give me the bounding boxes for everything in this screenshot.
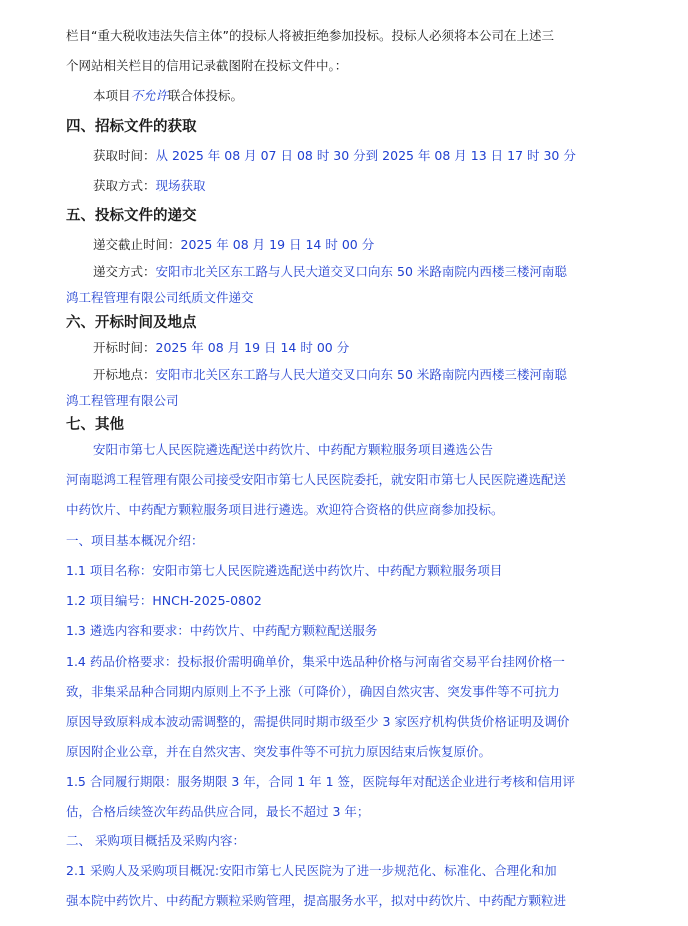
section-6-place — [93, 367, 567, 383]
subheading-2: 二、 采购项目概括及采购内容： — [66, 833, 245, 848]
para-1-line-2: 中药饮片、中药配方颗粒服务项目进行遴选。欢迎符合资格的供应商参加投标。 — [66, 502, 504, 517]
section-5-deadline — [93, 237, 374, 253]
section-4-heading: 四、招标文件的获取 — [66, 119, 197, 135]
section-4-time-value: 从 2025 年 08 月 07 日 08 时 30 分到 2025 年 08 月 13 日 17 时 30 分 — [155, 148, 576, 163]
intro-line-2: 个网站相关栏目的信用记录截图附在投标文件中。： — [66, 58, 348, 73]
item-1-4-line-1: 1.4 药品价格要求：投标报价需明确单价，集采中选品种价格与河南省交易平台挂网价格一 — [66, 654, 565, 669]
item-1-2: 1.2 项目编号：HNCH-2025-0802 — [66, 593, 262, 608]
section-4-method-label: 获取方式： — [93, 178, 156, 193]
section-4-time — [93, 148, 576, 164]
consortium-prefix: 本项目 — [93, 88, 131, 103]
section-5-deadline-label: 递交截止时间： — [93, 237, 181, 252]
section-6-place-value-1: 安阳市北关区东工路与人民大道交叉口向东 50 米路南院内西楼三楼河南聪 — [155, 367, 567, 382]
consortium-value: 不允许 — [130, 88, 169, 103]
item-1-4-line-4: 原因附企业公章，并在自然灾害、突发事件等不可抗力原因结束后恢复原价。 — [66, 744, 492, 759]
section-4-time-label: 获取时间： — [93, 148, 156, 163]
notice-title: 安阳市第七人民医院遴选配送中药饮片、中药配方颗粒服务项目遴选公告 — [93, 442, 494, 457]
section-4-method — [93, 178, 206, 194]
item-1-4-line-3: 原因导致原料成本波动需调整的，需提供同时期市级至少 3 家医疗机构供货价格证明及调价 — [66, 714, 570, 729]
section-4-method-value: 现场获取 — [155, 178, 206, 193]
section-5-heading: 五、投标文件的递交 — [66, 208, 197, 224]
item-1-3: 1.3 遴选内容和要求：中药饮片、中药配方颗粒配送服务 — [66, 623, 378, 638]
subheading-1: 一、项目基本概况介绍： — [66, 533, 204, 548]
para-1-line-1: 河南聪鸿工程管理有限公司接受安阳市第七人民医院委托，就安阳市第七人民医院遴选配送 — [66, 472, 567, 487]
item-1-4-line-2: 致，非集采品种合同期内原则上不予上涨（可降价），确因自然灾害、突发事件等不可抗力 — [66, 684, 560, 699]
section-5-method — [93, 264, 567, 280]
consortium-suffix: 联合体投标。 — [168, 88, 244, 103]
section-7-heading: 七、其他 — [66, 417, 124, 433]
item-1-5-line-2: 估，合格后续签次年药品供应合同，最长不超过 3 年； — [66, 804, 370, 819]
section-5-method-label: 递交方式： — [93, 264, 156, 279]
section-5-deadline-value: 2025 年 08 月 19 日 14 时 00 分 — [180, 237, 375, 252]
section-6-time — [93, 340, 349, 356]
section-6-time-label: 开标时间： — [93, 340, 156, 355]
section-6-heading: 六、开标时间及地点 — [66, 315, 197, 331]
section-5-method-value-2: 鸿工程管理有限公司纸质文件递交 — [66, 290, 254, 305]
item-1-5-line-1: 1.5 合同履行期限：服务期限 3 年，合同 1 年 1 签，医院每年对配送企业进行考核和信用评 — [66, 774, 576, 789]
intro-line-1: 栏目“重大税收违法失信主体”的投标人将被拒绝参加投标。投标人必须将本公司在上述三 — [66, 28, 554, 43]
item-2-1-line-1: 2.1 采购人及采购项目概况:安阳市第七人民医院为了进一步规范化、标准化、合理化和加 — [66, 863, 557, 878]
item-2-1-line-2: 强本院中药饮片、中药配方颗粒采购管理，提高服务水平，拟对中药饮片、中药配方颗粒进 — [66, 893, 567, 908]
item-1-1: 1.1 项目名称：安阳市第七人民医院遴选配送中药饮片、中药配方颗粒服务项目 — [66, 563, 503, 578]
consortium-line — [93, 88, 243, 104]
section-6-time-value: 2025 年 08 月 19 日 14 时 00 分 — [155, 340, 350, 355]
section-6-place-value-2: 鸿工程管理有限公司 — [66, 393, 179, 408]
section-5-method-value-1: 安阳市北关区东工路与人民大道交叉口向东 50 米路南院内西楼三楼河南聪 — [155, 264, 567, 279]
section-6-place-label: 开标地点： — [93, 367, 156, 382]
